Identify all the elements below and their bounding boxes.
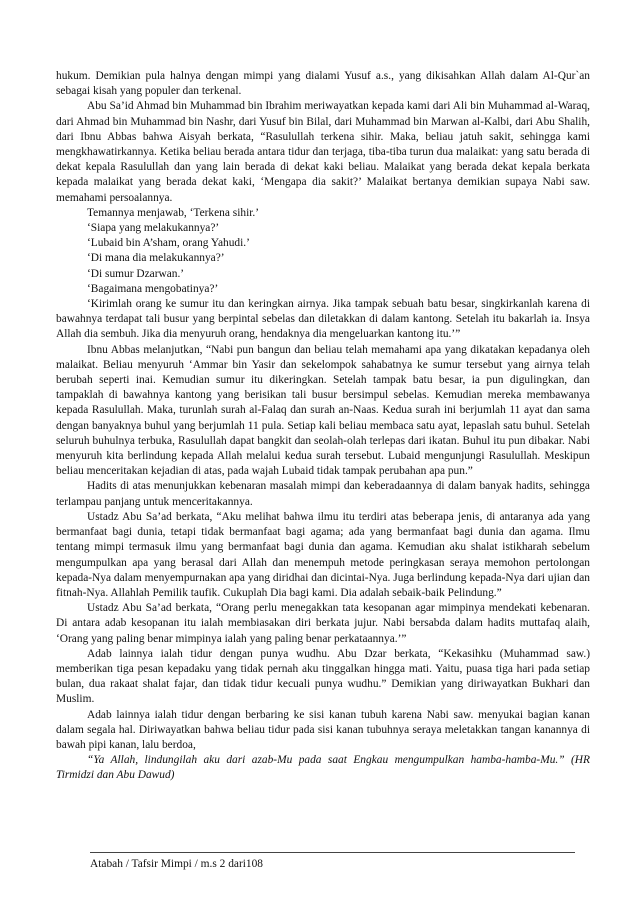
- paragraph-7: ‘Bagaimana mengobatinya?’: [87, 282, 219, 295]
- paragraph-14: Adab lainnya ialah tidur dengan berbaring ke sisi kanan tubuh karena Nabi saw. menyukai bagian kanan dalam segala hal. Diriwayatkan bahwa beliau tidur pada sisi kanan tubuhnya seraya meletakkan tangan kanannya di bawah pipi kanan, lalu berdoa,: [56, 708, 590, 751]
- paragraph-2: Temannya menjawab, ‘Terkena sihir.’: [87, 206, 260, 219]
- paragraph-5: ‘Di mana dia melakukannya?’: [87, 252, 225, 265]
- footer-rule: [90, 852, 575, 853]
- paragraph-3: ‘Siapa yang melakukannya?’: [87, 222, 220, 235]
- paragraph-0: hukum. Demikian pula halnya dengan mimpi yang dialami Yusuf a.s., yang dikisahkan Allah dalam Al-Qur`an sebagai kisah yang populer dan terkenal.: [56, 70, 590, 98]
- paragraph-15: “Ya Allah, lindungilah aku dari azab-Mu pada saat Engkau mengumpulkan hamba-hamba-Mu.” (HR Tirmidzi dan Abu Dawud): [56, 754, 590, 782]
- paragraph-6: ‘Di sumur Dzarwan.’: [87, 267, 185, 280]
- paragraph-9: Ibnu Abbas melanjutkan, “Nabi pun bangun dan beliau telah memahami apa yang dikatakan kepadanya oleh malaikat. Beliau menyuruh ‘Ammar bin Yasir dan sekelompok sahabatnya ke sumur tersebut yang airnya telah berubah seperti inai. Kemudian sumur itu dikeringkan. Setelah tampak batu besar, ia pun digulingkan, dan tampaklah di bawahnya kantong yang berisikan tali busur bersimpul sebelas. Kemudian mereka membawanya kepada Rasulullah. Maka, turunlah surah al-Falaq dan surah an-Naas. Kedua surah ini berjumlah 11 ayat dan sama dengan banyaknya buhul yang berjumlah 11 pula. Setiap kali beliau membaca satu ayat, lepaslah satu buhul. Setelah seluruh buhulnya terbuka, Rasulullah dapat bangkit dan seolah-olah terlepas dari ikatan. Buhul itu pun dibakar. Nabi menyuruh kita berlindung kepada Allah melalui kedua surah tersebut. Lubaid mengunjungi Rasulullah. Meskipun beliau menceritakan kejadian di atas, pada wajah Lubaid tidak tampak perubahan apa pun.”: [56, 343, 590, 478]
- paragraph-13: Adab lainnya ialah tidur dengan punya wudhu. Abu Dzar berkata, “Kekasihku (Muhammad saw.) memberikan tiga pesan kepadaku yang tidak pernah aku tinggalkan hingga mati. Yaitu, puasa tiga hari pada setiap bulan, dua rakaat shalat fajar, dan tidak tidur kecuali punya wudhu.” Demikian yang diriwayatkan Bukhari dan Muslim.: [56, 647, 590, 706]
- body-text: [56, 69, 590, 784]
- paragraph-8: ‘Kirimlah orang ke sumur itu dan keringkan airnya. Jika tampak sebuah batu besar, singkirkanlah karena di bawahnya terdapat tali busur yang berpintal sebelas dan diletakkan di dalam kantong. Setelah itu bakarlah ia. Insya Allah dia sembuh. Jika dia menyuruh orang, hendaknya dia mengeluarkan kantong itu.’”: [56, 298, 590, 341]
- paragraph-11: Ustadz Abu Sa’ad berkata, “Aku melihat bahwa ilmu itu terdiri atas beberapa jenis, di antaranya ada yang bermanfaat bagi dunia, tetapi tidak bermanfaat bagi agama; ada yang bermanfaat bagi dunia dan agama. Ilmu tentang mimpi termasuk ilmu yang bermanfaat bagi dunia dan agama. Kemudian aku shalat istikharah sebelum mengumpulkan apa yang berasal dari Allah dan menempuh metode peringkasan seraya memohon pertolongan kepada-Nya dalam menyempurnakan apa yang diridhai dan dicintai-Nya. Juga berlindung kepada-Nya dari ujian dan fitnah-Nya. Allahlah Pemilik taufik. Cukuplah Dia bagi kami. Dia adalah sebaik-baik Pelindung.”: [56, 510, 590, 599]
- paragraph-4: ‘Lubaid bin A’sham, orang Yahudi.’: [87, 237, 250, 250]
- paragraph-10: Hadits di atas menunjukkan kebenaran masalah mimpi dan keberadaannya di dalam banyak hadits, sehingga terlampau panjang untuk menceritakannya.: [56, 480, 590, 508]
- paragraph-12: Ustadz Abu Sa’ad berkata, “Orang perlu menegakkan tata kesopanan agar mimpinya mendekati kebenaran. Di antara adab kesopanan itu ialah membiasakan diri berkata jujur. Nabi bersabda dalam hadits muttafaq alaih, ‘Orang yang paling benar mimpinya ialah yang paling benar perkataannya.’”: [56, 602, 590, 645]
- page-footer: Atabah / Tafsir Mimpi / m.s 2 dari108: [90, 858, 263, 870]
- paragraph-1: Abu Sa’id Ahmad bin Muhammad bin Ibrahim meriwayatkan kepada kami dari Ali bin Muhammad al-Waraq, dari Ahmad bin Muhammad bin Nashr, dari Yusuf bin Bilal, dari Muhammad bin Marwan al-Kalbi, dari Abu Shalih, dari Ibnu Abbas bahwa Aisyah berkata, “Rasulullah terkena sihir. Maka, beliau jatuh sakit, sehingga kami mengkhawatirkannya. Ketika beliau berada antara tidur dan terjaga, tiba-tiba turun dua malaikat: yang satu berada di dekat kepala Rasulullah dan yang lain berada di dekat kaki beliau. Malaikat yang berada dekat kepala berkata kepada malaikat yang berada dekat kaki, ‘Mengapa dia sakit?’ Malaikat bertanya demikian supaya Nabi saw. memahami persoalannya.: [56, 100, 590, 204]
